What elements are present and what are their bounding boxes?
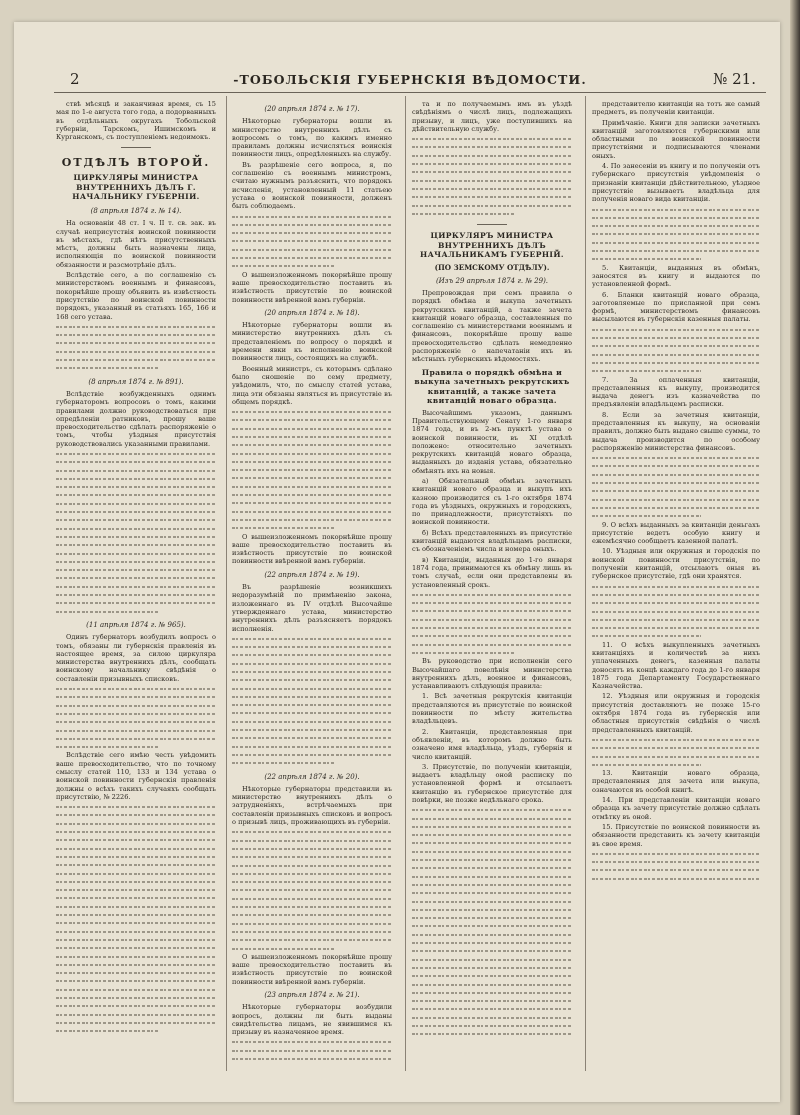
circular-date: (Изъ 29 апрѣля 1874 г. № 29). xyxy=(435,276,549,285)
rules-heading: Правила о порядкѣ обмѣна и выкупа зачетныхъ рекрутскихъ квитанцiй, а также зачета квитанцiй новаго образца. xyxy=(414,367,570,406)
paragraph: а) Обязательный обмѣнъ зачетныхъ квитанцiй новаго образца и выкупъ ихъ казною производится съ 1-го октября 1874 года въ уѣздныхъ, окружныхъ и городскихъ, по принадлежности, присутствiяхъ по воинской повинности. xyxy=(412,477,572,527)
paragraph: 2. Квитанцiи, представленныя при объявленiи, въ которомъ должно быть означено имя владѣльца, уѣздъ, губернiя и число квитанцiй. xyxy=(412,727,572,761)
paragraph: б) Всѣхъ представленныхъ въ присутствiе квитанцiй выдаются владѣльцамъ расписки, съ обозначенiемъ числа и номера оныхъ. xyxy=(412,528,572,554)
paragraph: Въ руководство при исполненiи сего Высочайшаго повелѣнiя министерства внутреннихъ дѣлъ, военное и финансовъ, устанавливаютъ слѣдующiя правила: xyxy=(412,657,572,691)
paragraph: 1. Всѣ зачетныя рекрутскiя квитанцiи представляются въ присутствiе по воинской повинности по мѣсту жительства владѣльцевъ. xyxy=(412,692,572,726)
circular-date: (22 апрѣля 1874 г. № 20). xyxy=(264,772,360,781)
page-number: 2 xyxy=(70,70,80,88)
separator xyxy=(477,224,507,225)
column-rule xyxy=(585,96,586,1071)
column-rule xyxy=(226,96,227,1071)
paragraph: О вышеизложенномъ покорнѣйше прошу ваше превосходительство поставить въ извѣстность присутствiе по воинской повинности ввѣренной вамъ губернiи. xyxy=(232,952,392,986)
intro-text: ствѣ мѣсяцѣ и заканчивая время, съ 15 мая по 1-е августа того года, а подорванныхъ въ отдѣльныхъ округахъ Тобольской губернiи, Тарскомъ, Ишимскомъ и Курганскомъ, съ поступленiемъ недоимокъ. xyxy=(56,100,216,142)
paragraph: 10. Уѣздныя или окружныя и городскiя по воинской повинности присутствiя, по полученiи квитанцiй, отсылаютъ оныя въ губернское присутствiе, гдѣ они хранятся. xyxy=(592,547,760,581)
text-block xyxy=(56,685,216,751)
paragraph: Вслѣдствiе сего, а по соглашенiю съ министерствомъ военнымъ и финансовъ, покорнѣйше прошу объявить въ извѣстность присутствiю по воинской повинности порядокъ, указанный въ статьяхъ 165, 166 и 168 сего устава. xyxy=(56,271,216,321)
paragraph: Нѣкоторые губернаторы возбудили вопросъ, должны ли быть выданы свидѣтельства лицамъ, не явившимся къ призыву въ назначенное время. xyxy=(232,1003,392,1037)
paragraph: Нѣкоторые губернаторы вошли въ министерство внутреннихъ дѣлъ съ представленiемъ по вопросу о порядкѣ и времени явки къ исполненiю воинской повинности лицъ, состоящихъ на службѣ. xyxy=(232,321,392,363)
paragraph: 13. Квитанцiи новаго образца, представленныя для зачета или выкупа, означаются въ особой книгѣ. xyxy=(592,769,760,794)
page-edge-shadow xyxy=(790,0,800,1115)
circular-date: (20 апрѣля 1874 г. № 18). xyxy=(264,308,360,317)
paragraph: 7. За оплаченныя квитанцiи, представленныя къ выкупу, производится выдача денегъ изъ казначейства по предъявленiи владѣльцемъ расписки. xyxy=(592,375,760,409)
text-block xyxy=(592,850,760,883)
paragraph: 3. Присутствiе, по полученiи квитанцiи, выдаетъ владѣльцу оной расписку по установленной формѣ и отсылаетъ квитанцiю въ губернское присутствiе для повѣрки, не позже недѣльнаго срока. xyxy=(412,762,572,804)
paragraph: Нѣкоторые губернаторы представили въ министерство внутреннихъ дѣлъ о затрудненiяхъ, встрѣчаемыхъ при составленiи призывныхъ списковъ и вопросъ о призывѣ лицъ, проживающихъ въ губернiи. xyxy=(232,784,392,827)
paragraph: 9. О всѣхъ выданныхъ за квитанцiи деньгахъ присутствiе ведетъ особую книгу и ежемѣсячно сообщаетъ казенной палатѣ. xyxy=(592,520,760,546)
paragraph: Въ разрѣшенiе сего вопроса, я, по соглашенiю съ военнымъ министромъ, считаю нужнымъ разъяснить, что порядокъ исчисленiя, установленный 11 статьею устава о воинской повинности, долженъ быть соблюдаемъ. xyxy=(232,160,392,211)
text-block xyxy=(412,806,572,1038)
paragraph: 8. Если за зачетныя квитанцiи, представленныя къ выкупу, на основанiи правилъ, должно быть выдано свыше суммы, то выдача производится по особому распоряженiю министерства финансовъ. xyxy=(592,410,760,452)
paragraph: О вышеизложенномъ покорнѣйше прошу ваше превосходительство поставить въ извѣстность присутствiе по воинской повинности ввѣренной вамъ губернiи. xyxy=(232,270,392,304)
text-block xyxy=(232,1038,392,1060)
page-header xyxy=(54,68,766,93)
text-block xyxy=(232,635,392,768)
paragraph: Военный министръ, съ которымъ сдѣлано было сношенiе по сему предмету, увѣдомилъ, что, по смыслу статей устава, лица эти обязаны являться въ присутствiе въ общемъ порядкѣ. xyxy=(232,364,392,406)
paragraph: 5. Квитанцiи, выданныя въ обмѣнъ, заносятся въ книгу и выдаются по установленной формѣ. xyxy=(592,263,760,289)
intro-text: та и по получаемымъ имъ въ уѣздѣ свѣдѣнiямъ о числѣ лицъ, подлежащихъ призыву, и лицъ, уже поступившихъ на дѣйствительную службу. xyxy=(412,100,572,133)
paragraph: Вслѣдствiе сего имѣю честь увѣдомить ваше превосходительство, что по точному смыслу статей 110, 133 и 134 устава о воинской повинности губернскiя правленiя должны о всѣхъ такихъ случаяхъ сообщать присутствiю, № 2226. xyxy=(56,751,216,801)
column-2 xyxy=(232,100,392,1060)
paragraph: О вышеизложенномъ покорнѣйше прошу ваше превосходительство поставить въ извѣстность присутствiе по воинской повинности ввѣренной вамъ губернiи. xyxy=(232,532,392,566)
text-block xyxy=(56,450,216,616)
column-1 xyxy=(56,100,216,1060)
circular-date: (23 апрѣля 1874 г. № 21). xyxy=(264,990,360,999)
text-block xyxy=(232,213,392,271)
circular-date: (20 апрѣля 1874 г. № 17). xyxy=(264,105,360,113)
text-block xyxy=(232,408,392,532)
circular-subheading: (ПО ЗЕМСКОМУ ОТДѢЛУ). xyxy=(434,262,550,272)
circular-date: (8 апрѣля 1874 г. № 14). xyxy=(90,206,182,215)
paragraph: На основанiи 48 ст. I ч. II т. св. зак. въ случаѣ неприсутствiя воинской повинности въ мѣстахъ, гдѣ нѣтъ присутственныхъ мѣстъ, должны быть назначены лица, исполняющiя по воинской повинности обязанности и разсмотрѣнiе дѣлъ. xyxy=(56,219,216,269)
circular-date: (22 апрѣля 1874 г. № 19). xyxy=(264,570,360,579)
text-block xyxy=(592,454,760,520)
paragraph: 15. Присутствiе по воинской повинности въ обязанности представить къ зачету квитанцiи въ свое время. xyxy=(592,822,760,848)
paragraph: Примѣчанiе. Книги для записки зачетныхъ квитанцiй заготовляются губернскими или областными по воинской повинности присутствiями и подписываются членами оныхъ. xyxy=(592,118,760,160)
text-block xyxy=(592,583,760,641)
circular-date: (8 апрѣля 1874 г. № 891). xyxy=(88,377,184,386)
column-rule xyxy=(405,96,406,1071)
circular-date: (11 апрѣля 1874 г. № 965). xyxy=(86,620,186,629)
paragraph: Препровождая при семъ правила о порядкѣ обмѣна и выкупа зачетныхъ рекрутскихъ квитанцiй, а также зачета квитанцiй новаго образца, составленныя по соглашенiю съ министерствами военнымъ и финансовъ, покорнѣйше прошу ваше превосходительство сдѣлать немедленно распоряженiе о напечатанiи ихъ въ мѣстныхъ губернскихъ вѣдомостяхъ. xyxy=(412,288,572,364)
column-3 xyxy=(412,100,572,1060)
section-title: ОТДѢЛЪ ВТОРОЙ. xyxy=(61,156,211,170)
paragraph: 11. О всѣхъ выкупленныхъ зачетныхъ квитанцiяхъ и количествѣ за нихъ уплаченныхъ денегъ, казенныя палаты доносятъ въ концѣ каждаго года до 1-го января 1875 года Департаменту Государственнаго Казначейства. xyxy=(592,640,760,691)
text-block xyxy=(592,326,760,376)
separator xyxy=(121,147,151,148)
paragraph: 6. Бланки квитанцiй новаго образца, заготовляемые по присланной при семъ формѣ, министерствомъ финансовъ высылаются въ губернскiя казенныя палаты. xyxy=(592,290,760,324)
paragraph: Одинъ губернаторъ возбудилъ вопросъ о томъ, обязаны ли губернскiя правленiя въ настоящее время, за силою циркуляра министерства внутреннихъ дѣлъ, сообщать воинскому начальнику свѣдѣнiя о составленiи призывныхъ списковъ. xyxy=(56,633,216,683)
paragraph: 14. При представленiи квитанцiи новаго образца къ зачету присутствiе должно сдѣлать отмѣтку въ оной. xyxy=(592,796,760,821)
intro-text: представителю квитанцiи на тотъ же самый предметъ, въ полученiи квитанцiи. xyxy=(592,100,760,117)
text-block xyxy=(412,591,572,657)
text-block xyxy=(592,206,760,264)
issue-number: № 21. xyxy=(713,70,756,88)
circular-heading: ЦИРКУЛЯРЫ МИНИСТРА ВНУТРЕННИХЪ ДѢЛЪ Г. НАЧАЛЬНИКУ ГУБЕРНIИ. xyxy=(72,173,200,202)
paragraph: Въ разрѣшенiе возникшихъ недоразумѣнiй по примѣненiю закона, изложеннаго въ IV отдѣлѣ Высочайше утвержденнаго устава, министерство внутреннихъ дѣлъ разъясняетъ порядокъ исполненiя. xyxy=(232,583,392,633)
column-4 xyxy=(592,100,760,1060)
paragraph: Нѣкоторые губернаторы вошли въ министерство внутреннихъ дѣлъ съ вопросомъ о томъ, по какимъ именно правиламъ должны исчисляться воинскiя повинности лицъ, опредѣленныхъ на службу. xyxy=(232,117,392,159)
newspaper-title: -ТОБОЛЬСКIЯ ГУБЕРНСКIЯ ВѢДОМОСТИ. xyxy=(233,72,587,87)
paragraph: 4. По занесенiи въ книгу и по полученiи отъ губернскаго присутствiя увѣдомленiя о признанiи квитанцiи дѣйствительною, уѣздное присутствiе вызываетъ владѣльца для полученiя новаго вида квитанцiи. xyxy=(592,162,760,204)
paragraph: Вслѣдствiе возбужденныхъ однимъ губернаторомъ вопросовъ о томъ, какими правилами должно руководствоваться при опредѣленiи ратниковъ, прошу ваше превосходительство сдѣлать распоряженiе о томъ, чтобы уѣздныя присутствiя руководствовались указанными правилами. xyxy=(56,389,216,448)
text-block xyxy=(56,323,216,373)
text-block xyxy=(592,736,760,769)
paragraph: 12. Уѣздныя или окружныя и городскiя присутствiя доставляютъ не позже 15-го октября 1874 года въ губернскiя или областныя присутствiя свѣдѣнiя о числѣ представленныхъ квитанцiй. xyxy=(592,692,760,734)
text-block xyxy=(412,135,572,218)
paragraph: в) Квитанцiи, выданныя до 1-го января 1874 года, принимаются къ обмѣну лишь въ томъ случаѣ, если они представлены въ установленный срокъ. xyxy=(412,555,572,589)
text-block xyxy=(232,828,392,952)
text-block xyxy=(56,803,216,1035)
paragraph: Высочайшимъ указомъ, даннымъ Правительствующему Сенату 1-го января 1874 года, и въ 2-мъ пунктѣ устава о воинской повинности, въ XI отдѣлѣ положено: относительно зачетныхъ рекрутскихъ квитанцiй новаго образца, выданныхъ до изданiя устава, обязательно обмѣнять ихъ на новыя. xyxy=(412,408,572,475)
circular-heading: ЦИРКУЛЯРЪ МИНИСТРА ВНУТРЕННИХЪ ДѢЛЪ НАЧАЛЬНИКАМЪ ГУБЕРНIЙ. xyxy=(420,231,564,260)
